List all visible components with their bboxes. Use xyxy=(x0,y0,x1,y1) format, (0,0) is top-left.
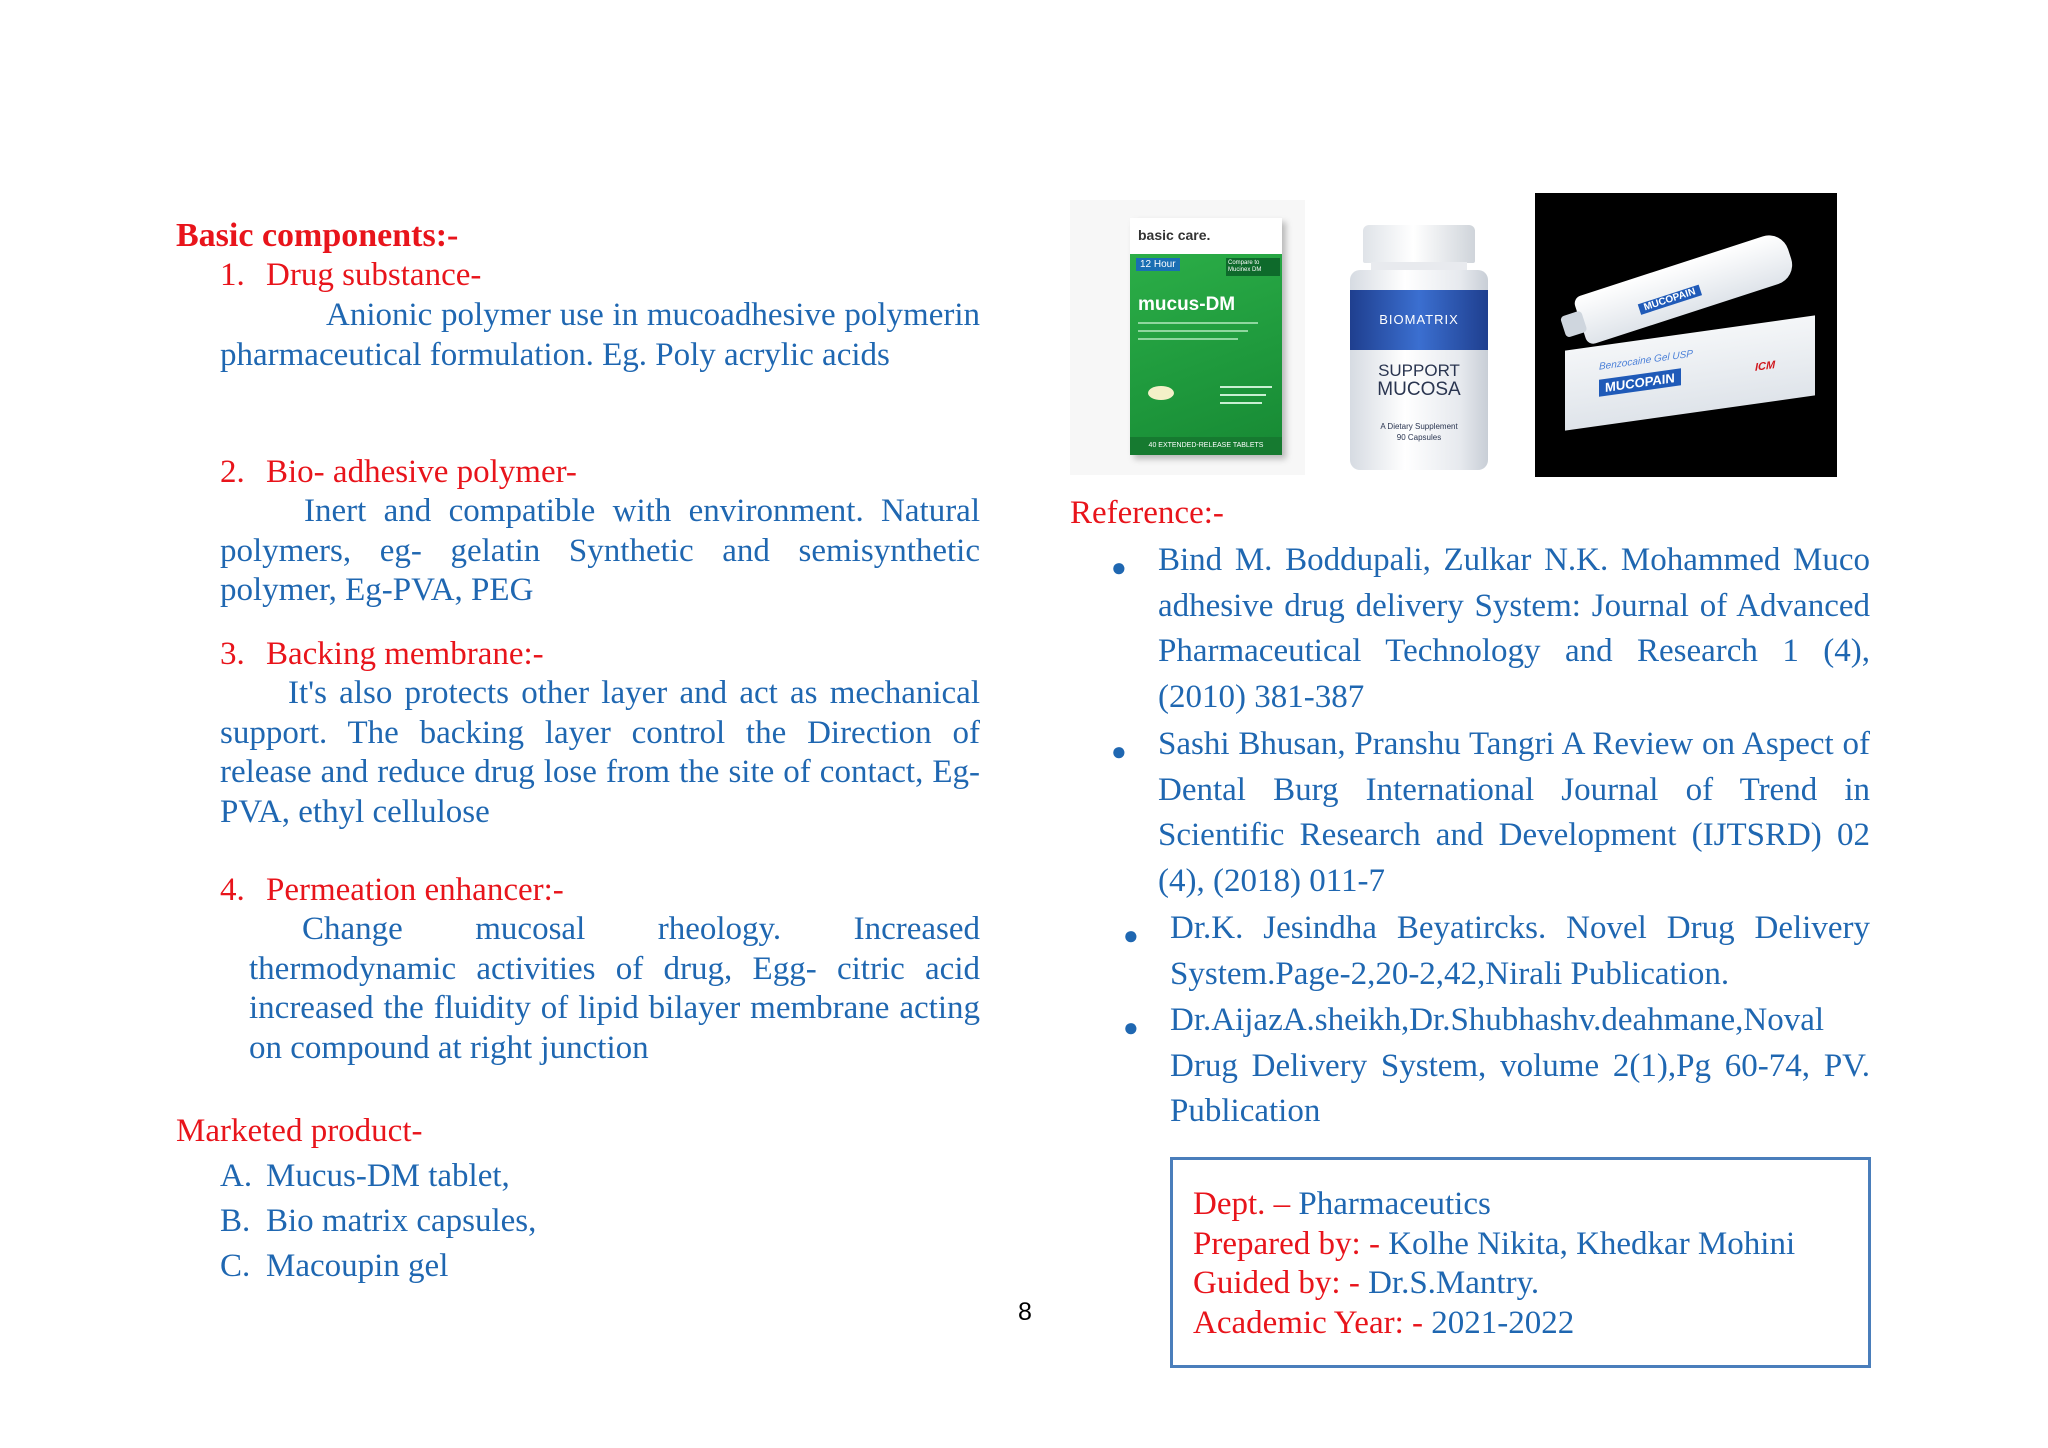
component-2-description: Inert and compatible with environment. Natural polymers, eg- gelatin Synthetic and semisynthetic polymer, Eg-PVA, PEG xyxy=(220,493,980,608)
mucus-dm-text-line-3 xyxy=(1138,338,1238,340)
reference-1: Bind M. Boddupali, Zulkar N.K. Mohammed Muco adhesive drug delivery System: Journal of Advanced Pharmaceutical Technology and Research 1 (4), (2010) 381-387 xyxy=(1158,542,1870,715)
component-1-title xyxy=(220,257,481,294)
mucus-dm-count: 40 EXTENDED-RELEASE TABLETS xyxy=(1130,437,1282,455)
mucopain-tube-cap xyxy=(1560,310,1588,338)
marketed-item-c-letter: C. xyxy=(220,1248,251,1284)
credits-prepared-label: Prepared by: - xyxy=(1193,1225,1380,1262)
component-2-title xyxy=(220,454,577,491)
reference-4-bullet: ● xyxy=(1123,1013,1139,1042)
biomatrix-line-1: SUPPORT xyxy=(1378,361,1460,380)
component-1-label: Drug substance- xyxy=(266,257,482,293)
biomatrix-brand: BIOMATRIX xyxy=(1379,312,1459,327)
reference-2: Sashi Bhusan, Pranshu Tangri A Review on Aspect of Dental Burg International Journal of Trend in Scientific Research and Development (IJTSRD) 02 (4), (2018) 011-7 xyxy=(1158,726,1870,899)
component-4-description: Change mucosal rheology. Increased thermodynamic activities of drug, Egg- citric acid increased the fluidity of lipid bilayer membrane acting on compound at right junction xyxy=(249,911,980,1066)
mucus-dm-bullet-line-1 xyxy=(1220,386,1272,388)
component-3-description: It's also protects other layer and act as mechanical support. The backing layer control the Direction of release and reduce drug lose from the site of contact, Eg- PVA, ethyl cellulose xyxy=(220,675,980,830)
marketed-item-c-text: Macoupin gel xyxy=(266,1248,449,1284)
component-3-label: Backing membrane:- xyxy=(266,636,544,672)
reference-1-bullet: ● xyxy=(1111,553,1127,582)
credits-guided-label: Guided by: - xyxy=(1193,1265,1360,1301)
component-3-number: 3. xyxy=(220,636,245,672)
reference-2-bullet: ● xyxy=(1111,737,1127,766)
mucus-dm-brand: basic care. xyxy=(1138,227,1211,243)
marketed-item-b-letter: B. xyxy=(220,1203,251,1239)
marketed-item-c xyxy=(220,1248,448,1285)
mucopain-product-image xyxy=(1535,193,1837,477)
credits-dept-value: Pharmaceutics xyxy=(1290,1186,1491,1222)
credits-dept xyxy=(1193,1185,1795,1225)
mucus-dm-bullet-line-2 xyxy=(1220,394,1266,396)
mucus-dm-box xyxy=(1130,218,1282,455)
reference-3-bullet: ● xyxy=(1123,921,1139,950)
biomatrix-sub-1: A Dietary Supplement xyxy=(1380,422,1458,431)
credits-year-value: 2021-2022 xyxy=(1423,1304,1575,1341)
biomatrix-product-image xyxy=(1305,200,1535,475)
mucus-dm-badge: 12 Hour xyxy=(1136,258,1180,271)
credits-prepared-value: Kolhe Nikita, Khedkar Mohini xyxy=(1379,1225,1796,1262)
mucus-dm-compare: Compare to Mucinex DM xyxy=(1226,258,1280,276)
biomatrix-line-2: MUCOSA xyxy=(1377,379,1461,400)
component-4-label: Permeation enhancer:- xyxy=(266,872,564,908)
component-3-title xyxy=(220,636,544,673)
component-4-number: 4. xyxy=(220,872,245,908)
marketed-item-b xyxy=(220,1203,536,1240)
marketed-item-a xyxy=(220,1158,510,1195)
mucus-dm-name: mucus-DM xyxy=(1138,294,1236,315)
mucus-dm-box-header xyxy=(1130,218,1282,254)
mucus-dm-text-line-2 xyxy=(1138,330,1248,332)
marketed-product-heading: Marketed product- xyxy=(176,1113,423,1149)
marketed-item-a-text: Mucus-DM tablet, xyxy=(266,1158,510,1194)
marketed-item-b-text: Bio matrix capsules, xyxy=(266,1203,537,1239)
section-heading-basic-components: Basic components:- xyxy=(176,217,459,254)
biomatrix-bottle-body xyxy=(1350,270,1488,470)
component-2-label: Bio- adhesive polymer- xyxy=(266,454,577,490)
credits-guided xyxy=(1193,1264,1795,1304)
reference-3: Dr.K. Jesindha Beyatircks. Novel Drug Delivery System.Page-2,20-2,42,Nirali Publication. xyxy=(1170,910,1870,992)
mucopain-tube-name: MUCOPAIN xyxy=(1638,285,1702,315)
biomatrix-bottle-cap xyxy=(1363,225,1475,263)
mucopain-box-sub: Benzocaine Gel USP xyxy=(1599,348,1693,373)
reference-4: Dr.AijazA.sheikh,Dr.Shubhashv.deahmane,Noval Drug Delivery System, volume 2(1),Pg 60-74, PV. Publication xyxy=(1170,1002,1870,1129)
credits-guided-value: Dr.S.Mantry. xyxy=(1359,1265,1540,1301)
credits-dept-label: Dept. – xyxy=(1193,1186,1291,1222)
page-number: 8 xyxy=(1018,1298,1032,1326)
component-1-number: 1. xyxy=(220,257,245,293)
mucopain-box-name: MUCOPAIN xyxy=(1599,368,1681,396)
mucus-dm-text-line-1 xyxy=(1138,322,1258,324)
mucopain-box-brand: ICM xyxy=(1755,359,1776,374)
biomatrix-sub-2: 90 Capsules xyxy=(1396,433,1442,442)
mucus-dm-bullet-line-3 xyxy=(1220,402,1262,404)
component-4-title xyxy=(220,872,564,909)
credits-year xyxy=(1193,1304,1795,1344)
mucus-dm-tablet-icon xyxy=(1148,386,1174,400)
credits-prepared xyxy=(1193,1225,1795,1265)
component-1-description: Anionic polymer use in mucoadhesive polymerin pharmaceutical formulation. Eg. Poly acrylic acids xyxy=(220,297,980,373)
biomatrix-label-band xyxy=(1350,290,1488,350)
mucus-dm-product-image xyxy=(1070,200,1305,475)
credits-box xyxy=(1170,1157,1871,1368)
credits-year-label: Academic Year: - xyxy=(1193,1304,1424,1341)
references-heading: Reference:- xyxy=(1070,495,1224,531)
marketed-item-a-letter: A. xyxy=(220,1158,253,1194)
component-2-number: 2. xyxy=(220,454,245,490)
